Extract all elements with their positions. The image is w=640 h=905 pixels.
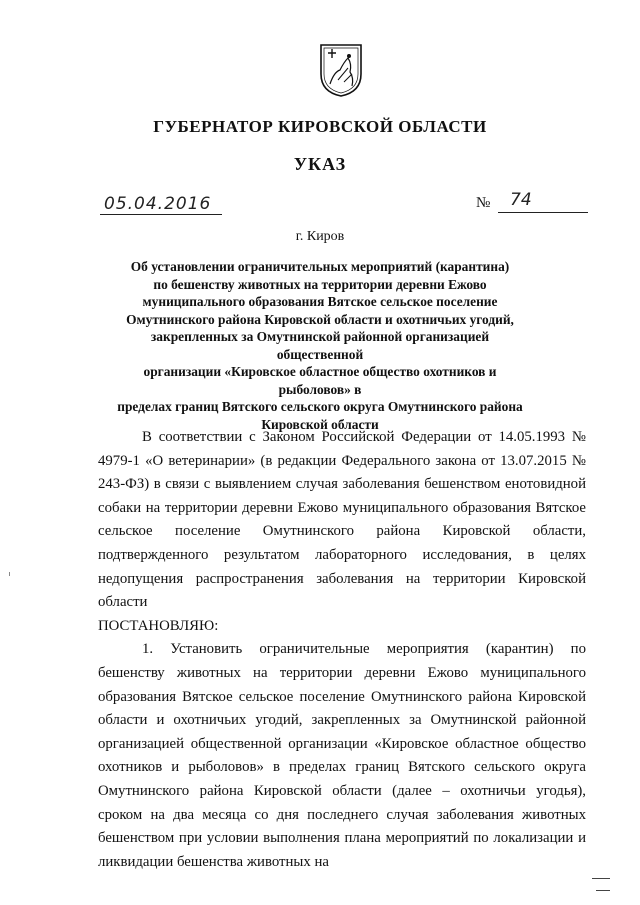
- issue-city: г. Киров: [295, 229, 345, 244]
- title-line: закрепленных за Омутнинской районной организацией общественной: [150, 329, 490, 362]
- number-underline: [498, 212, 588, 213]
- title-line: муниципального образования Вятское сельское поселение: [142, 294, 498, 309]
- document-title: [110, 258, 530, 433]
- title-line: организации «Кировское областное общество охотников и рыболовов» в: [143, 364, 497, 397]
- title-line: Об установлении ограничительных мероприятий (карантина): [130, 259, 510, 274]
- coat-of-arms-icon: [318, 42, 364, 98]
- document-date: 05.04.2016: [104, 194, 212, 214]
- title-line: по бешенству животных на территории деревни Ежово: [153, 276, 487, 292]
- title-line: Кировской области: [261, 416, 379, 432]
- preamble-paragraph: В соответствии с Законом Российской Федерации от 14.05.1993 № 4979-1 «О ветеринарии» (в редакции Федерального закона от 13.07.2015 № 243-ФЗ) в связи с выявлением случая заболевания бешенством енотовидной собаки на территории деревни Ежово муниципального образования Вятское сельское поселение Омутнинского района Кировской области, подтвержденного результатом лабораторного исследования, в целях недопущения распространения заболевания на территории Кировской области: [98, 429, 586, 611]
- issuing-authority: ГУБЕРНАТОР КИРОВСКОЙ ОБЛАСТИ: [153, 117, 487, 136]
- scan-mark: [9, 572, 10, 576]
- scan-mark: [596, 890, 610, 891]
- item-1-paragraph: 1. Установить ограничительные мероприятия (карантин) по бешенству животных на территории деревни Ежово муниципального образования Вятское сельское поселение Омутнинского района Кировской области и охотничьих угодий, закрепленных за Омутнинской районной организацией общественной организации «Кировское областное общество охотников и рыболовов» в пределах границ Вятского сельского округа Омутнинского района Кировской области (далее – охотничьи угодья), сроком на два месяца со дня последнего случая заболевания животных бешенством при условии выполнения плана мероприятий по локализации и ликвидации бешенства животных на: [98, 641, 586, 870]
- document-number: 74: [510, 190, 532, 210]
- number-sign: №: [476, 195, 491, 211]
- date-underline: [100, 214, 222, 215]
- resolve-keyword: ПОСТАНОВЛЯЮ:: [98, 617, 219, 634]
- document-type: УКАЗ: [293, 154, 347, 174]
- title-line: пределах границ Вятского сельского округа Омутнинского района: [117, 399, 523, 414]
- scan-mark: [592, 878, 610, 879]
- document-body: [98, 426, 586, 874]
- title-line: Омутнинского района Кировской области и охотничьих угодий,: [126, 311, 514, 327]
